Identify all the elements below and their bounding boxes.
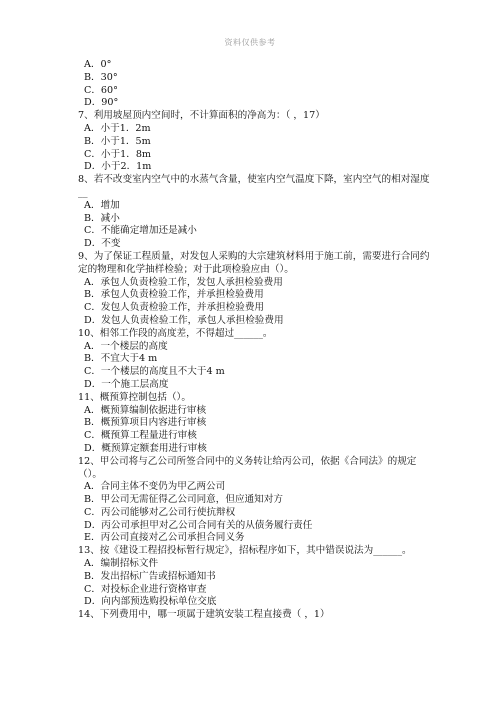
answer-option: D．发包人负责检验工作，承包人承担检验费用 [84, 314, 284, 326]
answer-option: B．小于1．5m [84, 135, 151, 147]
answer-option: C．60° [84, 84, 118, 96]
answer-option: D．概预算定额套用进行审核 [84, 442, 207, 454]
question-text: 8、若不改变室内空气中的水蒸气含量，使室内空气温度下降，室内空气的相对湿度__ [78, 174, 430, 198]
answer-option: A．概预算编制依据进行审核 [84, 404, 207, 416]
answer-option: B．发出招标广告或招标通知书 [84, 570, 216, 582]
question-text: 12、甲公司将与乙公司所签合同中的义务转让给丙公司，依据《合同法》的规定（）。 [78, 455, 417, 480]
answer-option: D．90° [84, 97, 119, 109]
answer-option: C．一个楼层的高度且不大于4 m [84, 366, 225, 378]
question-text: 14、下列费用中，哪一项属于建筑安装工程直接费（ ，1） [78, 609, 330, 621]
question-list [78, 59, 438, 622]
answer-option: C．不能确定增加还是减小 [84, 225, 197, 237]
answer-option: D．小于2．1m [84, 161, 152, 173]
answer-option: D．不变 [84, 238, 121, 250]
question-text: 11、概预算控制包括（）。 [78, 391, 191, 403]
answer-option: B．概预算项目内容进行审核 [84, 417, 207, 429]
answer-option: C．概预算工程量进行审核 [84, 430, 197, 442]
answer-option: C．丙公司能够对乙公司行使抗辩权 [84, 506, 236, 518]
answer-option: A．小于1．2m [84, 122, 151, 134]
answer-option: D．丙公司承担甲对乙公司合同有关的从债务履行责任 [84, 519, 313, 531]
answer-option: A．承包人负责检验工作，发包人承担检验费用 [84, 276, 283, 288]
page-header: 资料仅供参考 [224, 38, 276, 47]
answer-option: A．合同主体不变仍为甲乙两公司 [84, 481, 226, 493]
question-text: 7、利用坡屋顶内空间时，不计算面积的净高为：（ ，17） [78, 110, 325, 122]
answer-option: D．向内部预选购投标单位交底 [84, 596, 217, 608]
answer-option: A．编制招标文件 [84, 558, 159, 570]
answer-option: B．减小 [84, 212, 120, 224]
answer-option: B．30° [84, 71, 118, 83]
answer-option: C．发包人负责检验工作，并承担检验费用 [84, 302, 265, 314]
answer-option: B．甲公司无需征得乙公司同意，但应通知对方 [84, 494, 283, 506]
answer-option: A．一个楼层的高度 [84, 340, 168, 352]
answer-option: B．不宜大于4 m [84, 353, 158, 365]
answer-option: B．承包人负责检验工作，并承担检验费用 [84, 289, 264, 301]
answer-option: C．对投标企业进行资格审查 [84, 583, 207, 595]
answer-option: A．0° [84, 59, 112, 70]
answer-option: C．小于1．8m [84, 148, 152, 160]
answer-option: E．丙公司直接对乙公司承担合同义务 [84, 532, 245, 544]
answer-option: A．增加 [84, 199, 120, 211]
question-text: 10、相邻工作段的高度差，不得超过______。 [78, 327, 273, 339]
question-text: 13、按《建设工程招投标暂行规定》，招标程序如下，其中错误说法为______。 [78, 545, 412, 557]
answer-option: D．一个施工层高度 [84, 378, 169, 390]
question-text: 9、为了保证工程质量，对发包人采购的大宗建筑材料用于施工前，需要进行合同约定的物理和化学抽样检验；对于此项检验应由（）。 [78, 250, 430, 275]
